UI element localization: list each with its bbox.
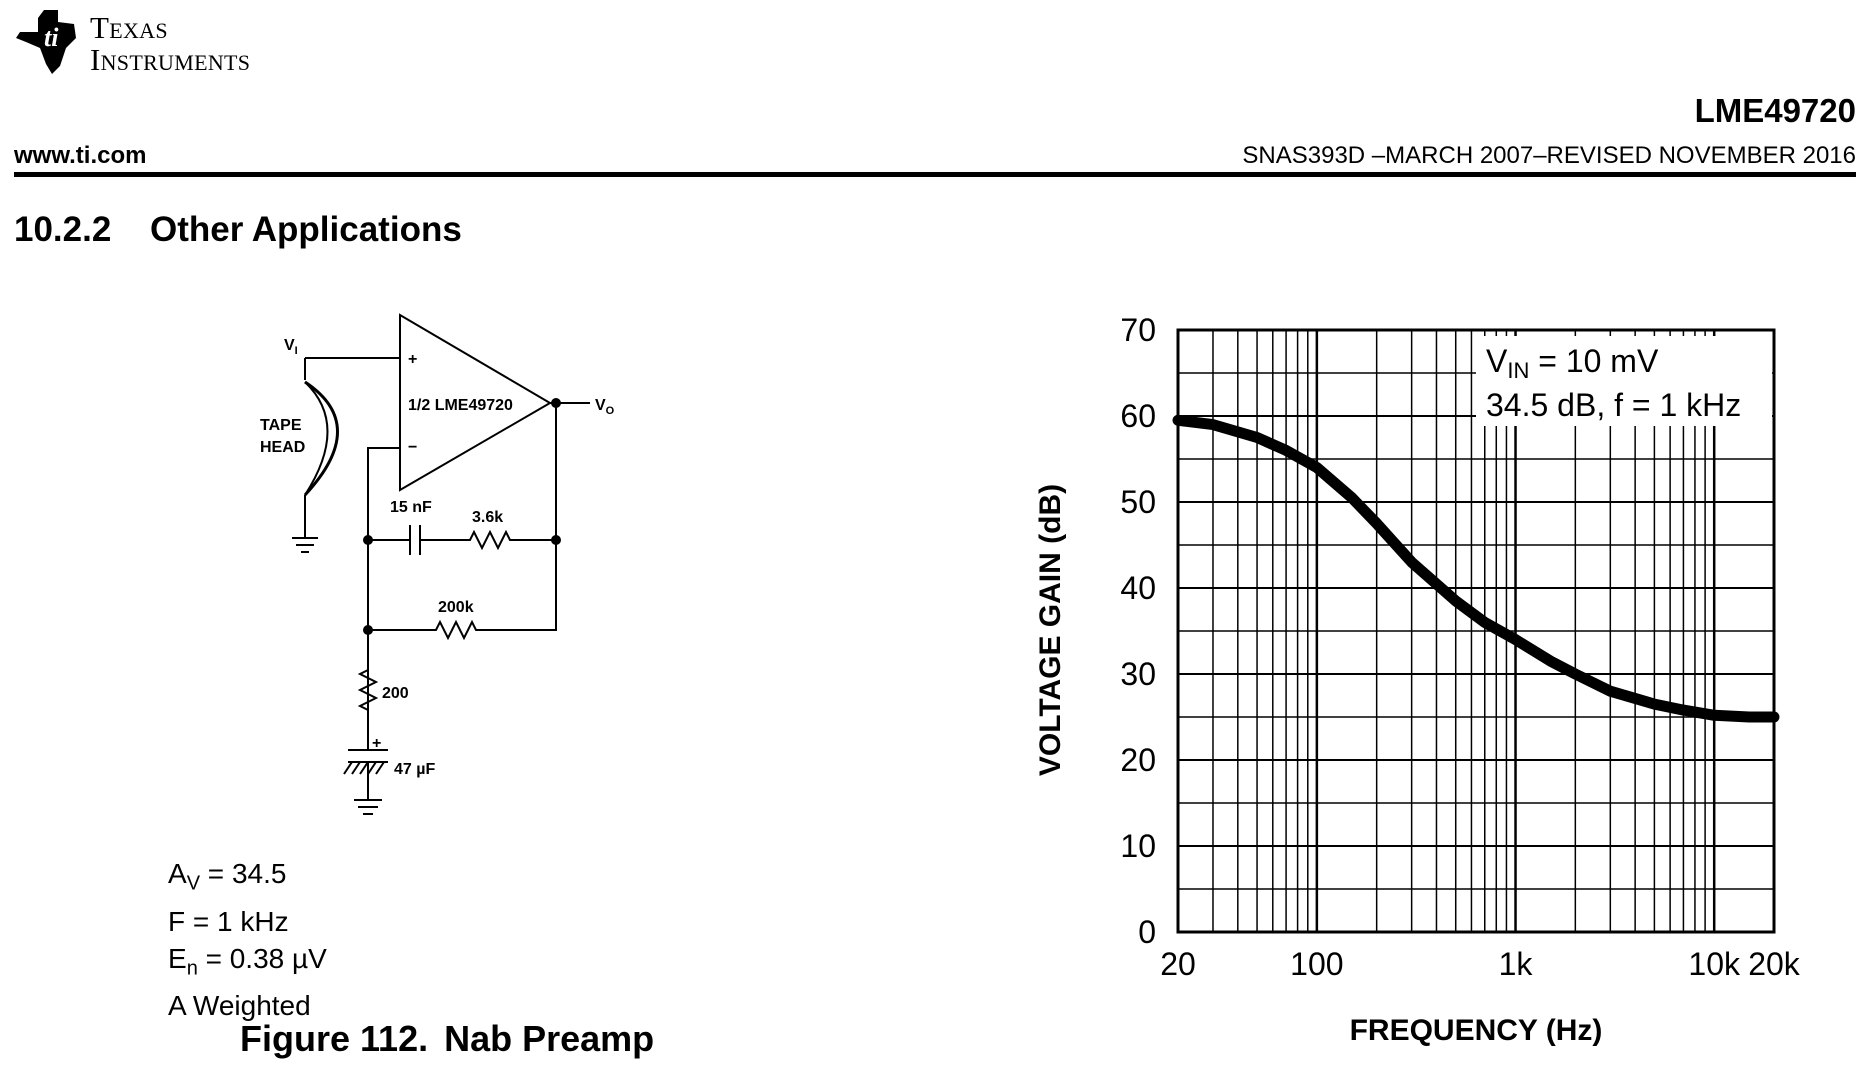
- vin-label: $V_I$: [284, 337, 298, 357]
- annotation-line1: VIN = 10 mV: [1486, 343, 1659, 383]
- gain-curve: [1178, 420, 1774, 717]
- r3-label: 200: [382, 685, 409, 702]
- y-tick-label: 0: [1138, 914, 1156, 950]
- x-axis-label: FREQUENCY (Hz): [1349, 1014, 1603, 1047]
- x-tick-label: 100: [1290, 946, 1344, 982]
- annotation-box: [1476, 336, 1772, 426]
- cap-label: 15 nF: [390, 499, 432, 516]
- section-number: 10.2.2: [14, 210, 112, 249]
- y-tick-label: 50: [1120, 484, 1156, 520]
- tape-head-label-line2: HEAD: [260, 439, 306, 456]
- company-name-line2: Instruments: [90, 42, 251, 77]
- spec-frequency: F = 1 kHz: [168, 905, 289, 937]
- y-tick-label: 60: [1120, 398, 1156, 434]
- site-url[interactable]: www.ti.com: [14, 142, 147, 169]
- ti-state-icon: [16, 10, 76, 74]
- header-divider: [14, 172, 1856, 177]
- spec-gain: $A_V = 34.5$: [168, 858, 287, 895]
- spec-list: [168, 855, 327, 1024]
- svg-text:ti: ti: [44, 23, 59, 52]
- tape-head-symbol: [305, 382, 338, 495]
- opamp-plus: +: [408, 351, 418, 368]
- opamp-minus: −: [408, 439, 418, 456]
- x-tick-label: 1k: [1498, 946, 1533, 982]
- annotation-line2: 34.5 dB, f = 1 kHz: [1486, 387, 1742, 423]
- vout-label: $V_O$: [595, 397, 615, 417]
- voltage-gain-chart: [1000, 300, 1866, 1071]
- y-tick-label: 40: [1120, 570, 1156, 606]
- figure-title: Nab Preamp: [444, 1018, 655, 1059]
- chart-marks: [1178, 420, 1774, 717]
- company-name: [90, 12, 250, 76]
- y-tick-label: 20: [1120, 742, 1156, 778]
- y-axis-label: VOLTAGE GAIN (dB): [1034, 483, 1067, 777]
- x-tick-label: 20k: [1748, 946, 1800, 982]
- figure-number: Figure 112.: [240, 1018, 429, 1059]
- tape-head-label-line1: TAPE: [260, 417, 302, 434]
- cap2-label: 47 µF: [394, 761, 436, 778]
- x-tick-label: 20: [1160, 946, 1196, 982]
- opamp-label: 1/2 LME49720: [408, 397, 513, 414]
- cap2-plus: +: [372, 735, 382, 752]
- figure-caption: [240, 1018, 654, 1060]
- y-tick-label: 10: [1120, 828, 1156, 864]
- spec-noise: $E_n = 0.38$ µV: [168, 942, 327, 980]
- x-tick-label: 10k: [1688, 946, 1740, 982]
- company-name-line1: Texas: [90, 10, 168, 45]
- r1-label: 3.6k: [472, 509, 504, 526]
- section-heading: [14, 210, 462, 250]
- y-tick-label: 30: [1120, 656, 1156, 692]
- section-title: Other Applications: [150, 210, 462, 249]
- r2-label: 200k: [438, 599, 474, 616]
- spec-weighting: A Weighted: [168, 990, 311, 1022]
- y-tick-label: 70: [1120, 312, 1156, 348]
- part-number: LME49720: [1694, 92, 1856, 129]
- nab-preamp-schematic: [240, 300, 660, 860]
- document-revision: SNAS393D –MARCH 2007–REVISED NOVEMBER 2016: [1242, 142, 1856, 169]
